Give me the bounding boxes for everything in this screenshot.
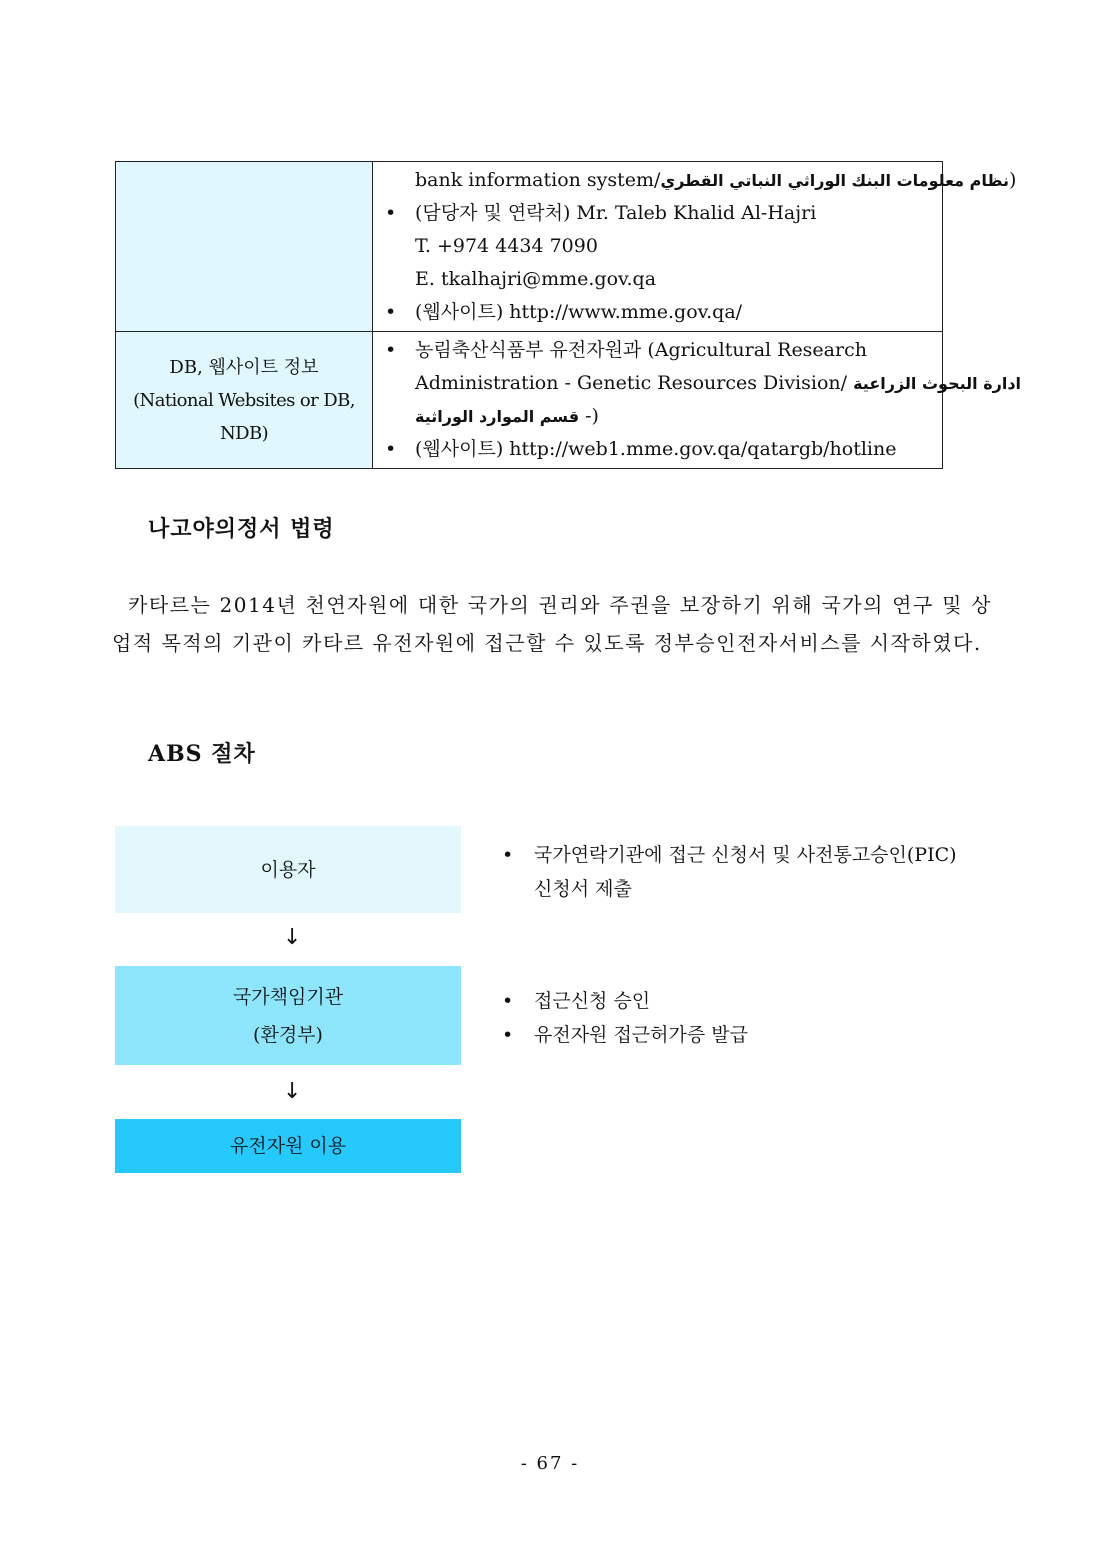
flow-description-agency xyxy=(498,984,918,1052)
desc-user-line1: 국가연락기관에 접근 신청서 및 사전통고승인(PIC) xyxy=(534,844,957,866)
email-link[interactable]: E. tkalhajri@mme.gov.qa xyxy=(415,268,657,290)
content-line xyxy=(381,433,932,466)
content-line xyxy=(381,164,1017,197)
flow-box-agency-label: 국가책임기관 xyxy=(232,985,344,1008)
flow-box-user-label: 이용자 xyxy=(260,858,316,881)
nagoya-section-title: 나고야의정서 법령 xyxy=(148,516,335,542)
arabic-bank-name: نظام معلومات البنك الوراثي النباتي القطري xyxy=(660,171,1009,190)
arabic-research-admin: ادارة البحوث الزراعية xyxy=(853,374,1022,393)
bullet: • xyxy=(385,438,397,460)
flow-box-resource-use-label: 유전자원 이용 xyxy=(229,1135,347,1157)
arabic-genetic-resources: قسم الموارد الوراثية xyxy=(415,407,580,426)
bullet xyxy=(381,367,415,400)
telephone-text: T. +974 4434 7090 xyxy=(415,235,598,257)
flow-description-user xyxy=(498,838,958,906)
hotline-website-link[interactable]: (웹사이트) http://web1.mme.gov.qa/qatargb/hotline xyxy=(415,438,897,460)
list-item xyxy=(498,984,918,1018)
content-line xyxy=(381,197,932,230)
desc-agency-item: 접근신청 승인 xyxy=(534,990,651,1012)
closing-paren: ) xyxy=(1008,169,1017,191)
nagoya-paragraph: 카타르는 2014년 천연자원에 대한 국가의 권리와 주권을 보장하기 위해 국가의 연구 및 상업적 목적의 기관이 카타르 유전자원에 접근할 수 있도록 정부승인전자서비스를 시작하였다. xyxy=(112,593,992,655)
table-content-cell xyxy=(373,332,1022,469)
closing-paren: -) xyxy=(579,405,599,427)
content-line xyxy=(381,230,932,263)
abs-section-title: ABS 절차 xyxy=(148,741,256,767)
bullet xyxy=(381,230,415,263)
contact-info-table xyxy=(115,161,1022,469)
db-website-label: DB, 웹사이트 정보 xyxy=(169,356,319,378)
down-arrow-icon: ↓ xyxy=(283,1079,302,1104)
bullet xyxy=(381,400,415,433)
contact-person-text: (담당자 및 연락처) Mr. Taleb Khalid Al-Hajri xyxy=(415,202,817,224)
content-line xyxy=(381,367,1022,400)
down-arrow-icon: ↓ xyxy=(283,925,302,950)
table-label-cell xyxy=(116,332,373,469)
content-line xyxy=(381,263,932,296)
content-line xyxy=(381,334,932,367)
bullet: • xyxy=(502,990,514,1012)
bullet: • xyxy=(385,339,397,361)
bank-info-text: bank information system/ xyxy=(415,169,661,191)
flow-box-resource-use xyxy=(115,1119,461,1173)
bullet xyxy=(381,164,415,197)
bullet: • xyxy=(502,1024,514,1046)
desc-agency-item: 유전자원 접근허가증 발급 xyxy=(534,1024,748,1046)
table-content-cell xyxy=(373,162,1017,332)
table-row-db-website xyxy=(116,332,943,469)
page-number: - 67 - xyxy=(520,1453,580,1474)
website-link[interactable]: (웹사이트) http://www.mme.gov.qa/ xyxy=(415,301,743,323)
bullet: • xyxy=(385,301,397,323)
bullet xyxy=(381,263,415,296)
flow-box-user xyxy=(115,826,461,913)
table-label-cell-empty xyxy=(116,162,373,332)
division-text: Administration - Genetic Resources Division/ xyxy=(415,372,854,394)
ndb-label: (National Websites or DB, NDB) xyxy=(133,389,355,444)
bullet: • xyxy=(385,202,397,224)
desc-user-line2: 신청서 제출 xyxy=(534,878,632,900)
list-item xyxy=(498,1018,918,1052)
content-line xyxy=(381,400,932,433)
flow-box-agency-sub: (환경부) xyxy=(253,1023,323,1046)
ministry-division-text: 농림축산식품부 유전자원과 (Agricultural Research xyxy=(415,339,867,361)
flow-box-agency xyxy=(115,966,461,1065)
table-row-bank-info xyxy=(116,162,943,332)
content-line xyxy=(381,296,932,329)
bullet: • xyxy=(502,844,514,866)
